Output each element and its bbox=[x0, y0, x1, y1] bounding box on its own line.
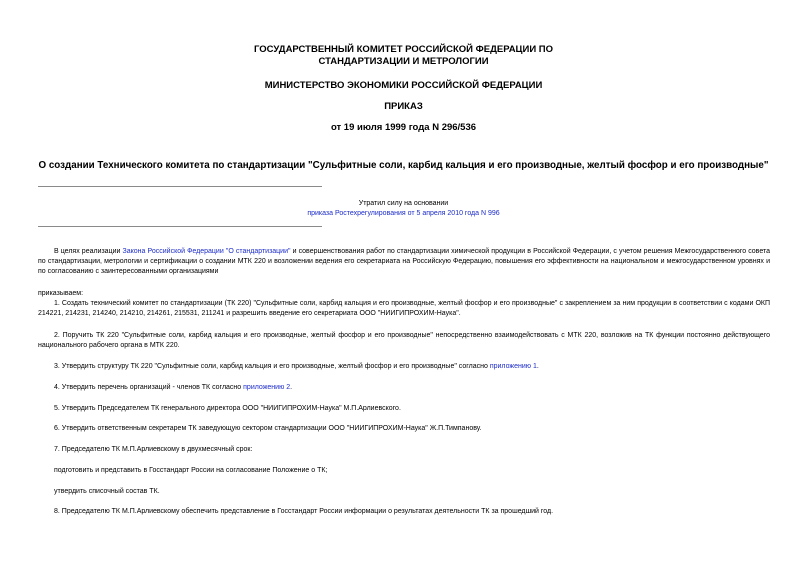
status-note-link-line bbox=[0, 209, 807, 219]
intro-text-before: В целях реализации bbox=[54, 248, 123, 255]
divider-bottom bbox=[38, 226, 322, 227]
repeal-order-link[interactable]: приказа Ростехрегулирования от 5 апреля 2010 года N 996 bbox=[307, 210, 500, 217]
document-date-number: от 19 июля 1999 года N 296/536 bbox=[330, 122, 477, 133]
item-3 bbox=[38, 362, 770, 372]
order-word: приказываем: bbox=[38, 290, 84, 297]
item-4 bbox=[38, 383, 770, 393]
status-note: Утратил силу на основании bbox=[358, 200, 449, 207]
item-2: 2. Поручить ТК 220 "Сульфитные соли, карбид кальция и его производные, желтый фосфор и его производные" непосредственно взаимодействовать с МТК 220, возложив на ТК функции постоянно действующего национального рабочего органа в МТК 220. bbox=[38, 332, 770, 349]
committee-title-line1: ГОСУДАРСТВЕННЫЙ КОМИТЕТ РОССИЙСКОЙ ФЕДЕРАЦИИ ПО bbox=[253, 44, 554, 55]
item-7-sub-b: утвердить списочный состав ТК. bbox=[54, 488, 160, 495]
item-3-end: . bbox=[536, 363, 539, 370]
item-7: 7. Председателю ТК М.П.Арлиевскому в двухмесячный срок: bbox=[54, 446, 253, 453]
intro-text-after: и совершенствования работ по стандартизации химической продукции в Российской Федерации, с учетом решения Межгосударственного совета по стандартизации, метрологии и сертификации о создании МТК 220 и возложении ведения его секретариата на Российскую Федерацию, повышения его эффективности на национальном и межгосударственном уровнях и по согласованию с заинтересованными организациями bbox=[38, 248, 770, 275]
intro-paragraph bbox=[38, 247, 770, 277]
item-4-text: 4. Утвердить перечень организаций - членов ТК согласно bbox=[54, 384, 244, 391]
item-8: 8. Председателю ТК М.П.Арлиевскому обеспечить представление в Госстандарт России информации о результатах деятельности ТК за прошедший год. bbox=[54, 508, 554, 515]
divider-top bbox=[38, 186, 322, 187]
appendix-2-link[interactable]: приложению 2 bbox=[243, 384, 291, 391]
item-5: 5. Утвердить Председателем ТК генерального директора ООО "НИИГИПРОХИМ-Наука" М.П.Арлиевского. bbox=[54, 405, 401, 412]
committee-title-line2: СТАНДАРТИЗАЦИИ И МЕТРОЛОГИИ bbox=[318, 56, 489, 67]
standardization-law-link[interactable]: Закона Российской Федерации "О стандартизации" bbox=[122, 248, 291, 255]
item-6: 6. Утвердить ответственным секретарем ТК заведующую сектором стандартизации ООО "НИИГИПРОХИМ-Наука" Ж.П.Тимпанову. bbox=[54, 425, 482, 432]
document-subject: О создании Технического комитета по стандартизации "Сульфитные соли, карбид кальция и его производные, желтый фосфор и его производные" bbox=[38, 160, 769, 171]
item-1: 1. Создать технический комитет по стандартизации (ТК 220) "Сульфитные соли, карбид кальция и его производные, желтый фосфор и его производные" с закреплением за ним продукции в соответствии с кодами ОКП 214221, 214231, 214240, 214210, 214261, 215531, 211241 и разрешить введение его секретариата ООО "НИИГИПРОХИМ-Наука". bbox=[38, 300, 770, 317]
item-7-sub-a: подготовить и представить в Госстандарт России на согласование Положение о ТК; bbox=[54, 467, 328, 474]
committee-title bbox=[0, 44, 807, 68]
appendix-1-link[interactable]: приложению 1 bbox=[489, 363, 537, 370]
item-3-text: 3. Утвердить структуру ТК 220 "Сульфитные соли, карбид кальция и его производные, желтый фосфор и его производные" согласно bbox=[54, 363, 490, 370]
document-type: ПРИКАЗ bbox=[384, 101, 423, 112]
item-4-end: . bbox=[290, 384, 293, 391]
ministry-title: МИНИСТЕРСТВО ЭКОНОМИКИ РОССИЙСКОЙ ФЕДЕРАЦИИ bbox=[264, 80, 543, 91]
